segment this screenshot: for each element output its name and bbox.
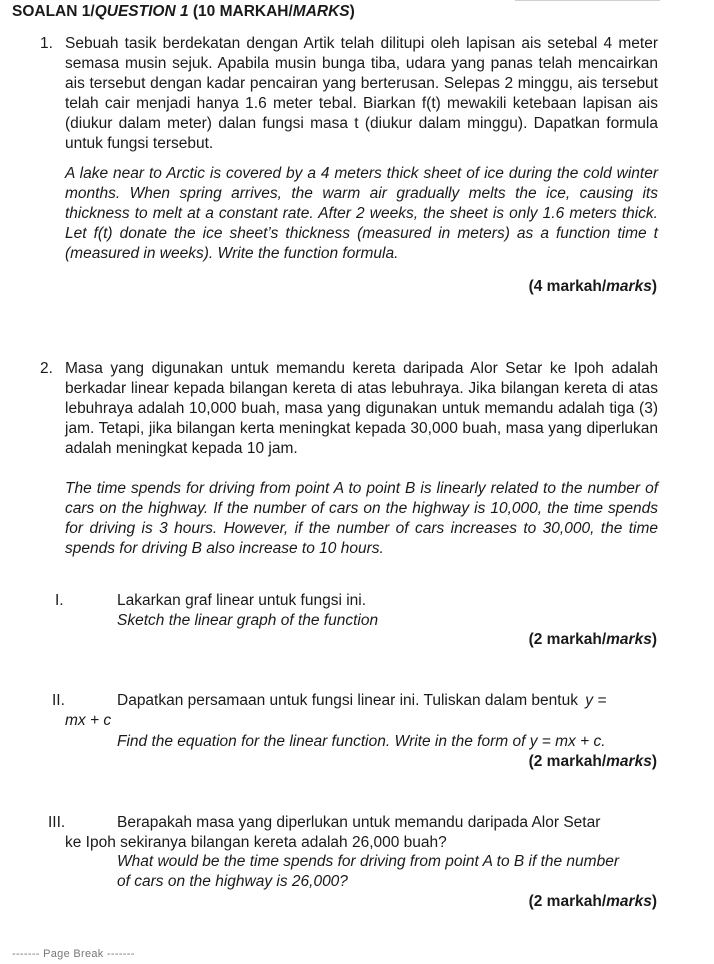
part-iii-malay-line2: ke Ipoh sekiranya bilangan kereta adalah 26,000 buah? — [65, 834, 447, 851]
q2-number: 2. — [40, 360, 53, 377]
marks-label-italic: marks — [606, 278, 652, 295]
part-ii-english-text: Find the equation for the linear function. Write in the form of — [117, 733, 526, 750]
q1-english-text: A lake near to Arctic is covered by a 4 meters thick sheet of ice during the cold winter months. When spring arrives, the warm air gradually melts the ice, causing its thickness to melt at a constant rate. After 2 weeks, the sheet is only 1.6 meters thick. Let f(t) donate the ice sheet’s thickness (measured in meters) as a function time t (measured in weeks). Write the function formula. — [65, 165, 658, 262]
marks-label: (4 markah/ — [528, 278, 607, 295]
part-i-label: I. — [55, 592, 64, 609]
marks-label: (2 markah/ — [528, 753, 607, 770]
part-i-marks — [529, 630, 657, 650]
title-part-italic: QUESTION 1 — [94, 3, 189, 20]
part-iii-english: What would be the time spends for driving from point A to B if the number of cars on the highway is 26,000? — [117, 853, 619, 890]
top-rule — [515, 0, 660, 1]
part-iii-label: III. — [48, 814, 66, 831]
question-title — [12, 2, 355, 22]
marks-label: ) — [651, 278, 657, 295]
title-part: ) — [349, 3, 355, 20]
part-ii-equation-a: y = — [585, 692, 607, 709]
q1-number: 1. — [40, 35, 53, 52]
marks-label-italic: marks — [606, 893, 652, 910]
title-part-italic: MARKS — [292, 3, 350, 20]
q2-english-text: The time spends for driving from point A to point B is linearly related to the number of cars on the highway. If the number of cars on the highway is 10,000, the time spends for driving is 3 hours. However, if the number of cars increases to 30,000, the time spends for driving B also increase to 10 hours. — [65, 480, 658, 557]
marks-label-italic: marks — [606, 753, 652, 770]
q1-malay-text: Sebuah tasik berdekatan dengan Artik telah dilitupi oleh lapisan ais setebal 4 meter semasa musin sejuk. Apabila musin bunga tiba, udara yang panas telah mencairkan ais tersebut dengan kadar pencairan yang berterusan. Selepas 2 minggu, ais tersebut telah cair menjadi hanya 1.6 meter tebal. Biarkan f(t) mewakili ketebaan lapisan ais (diukur dalam meter) dalan fungsi masa t (diukur dalam minggu). Dapatkan formula untuk fungsi tersebut. — [65, 35, 658, 152]
title-part: SOALAN 1/ — [12, 3, 95, 20]
marks-label: (2 markah/ — [528, 631, 607, 648]
part-i-english: Sketch the linear graph of the function — [117, 612, 379, 629]
part-ii-english-eq: y = mx + c. — [529, 733, 606, 750]
part-ii-marks — [529, 752, 657, 772]
marks-label: ) — [651, 631, 657, 648]
q2-malay-text: Masa yang digunakan untuk memandu kereta daripada Alor Setar ke Ipoh adalah berkadar linear kepada bilangan kereta di atas lebuhraya. Jika bilangan kereta di atas lebuhraya adalah 10,000 buah, masa yang digunakan untuk memandu adalah tiga (3) jam. Tetapi, jika bilangan kerta meningkat kepada 30,000 buah, masa yang diperlukan adalah meningkat kepada 10 jam. — [65, 360, 658, 457]
part-ii-english — [117, 732, 662, 752]
marks-label: (2 markah/ — [528, 893, 607, 910]
part-iii-malay-line1: Berapakah masa yang diperlukan untuk memandu daripada Alor Setar — [117, 814, 601, 831]
title-part: (10 MARKAH/ — [188, 3, 293, 20]
page-break-marker: ------- Page Break ------- — [12, 948, 135, 960]
marks-label-italic: marks — [606, 631, 652, 648]
part-ii-label: II. — [52, 692, 65, 709]
part-ii-malay-line1 — [117, 691, 662, 711]
part-ii-malay-text: Dapatkan persamaan untuk fungsi linear ini. Tuliskan dalam bentuk — [117, 692, 578, 709]
q1-marks — [529, 277, 657, 297]
marks-label: ) — [651, 893, 657, 910]
part-i-malay: Lakarkan graf linear untuk fungsi ini. — [117, 592, 367, 609]
marks-label: ) — [651, 753, 657, 770]
part-ii-equation-b: mx + c — [65, 712, 112, 729]
part-iii-marks — [529, 892, 657, 912]
